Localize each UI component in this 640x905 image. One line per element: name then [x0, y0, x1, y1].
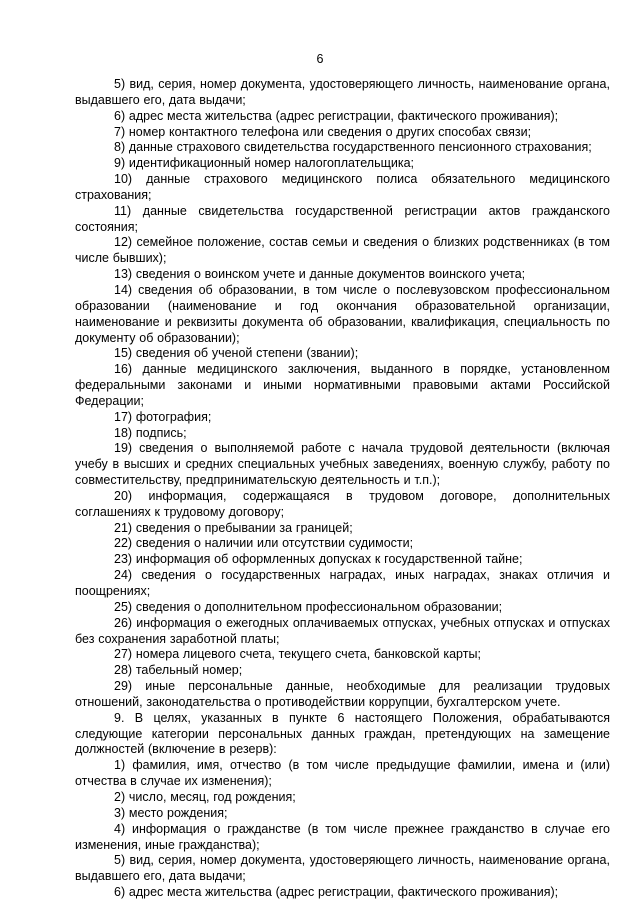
list-item: 16) данные медицинского заключения, выданного в порядке, установленном федеральными законами и иными нормативными правовыми актами Российской Федерации; — [75, 362, 610, 408]
list-item: 22) сведения о наличии или отсутствии судимости; — [114, 536, 414, 551]
list-item: 27) номера лицевого счета, текущего счета, банковской карты; — [114, 647, 481, 662]
document-body — [75, 77, 610, 901]
list-item: 5) вид, серия, номер документа, удостоверяющего личность, наименование органа, выдавшего его, дата выдачи; — [75, 77, 610, 107]
list-item: 11) данные свидетельства государственной регистрации актов гражданского состояния; — [75, 203, 610, 234]
list-item: 28) табельный номер; — [114, 663, 243, 678]
list-item: 26) информация о ежегодных оплачиваемых отпусках, учебных отпусках и отпусках без сохранения заработной платы; — [75, 615, 610, 646]
list-item: 5) вид, серия, номер документа, удостоверяющего личность, наименование органа, выдавшего его, дата выдачи; — [75, 853, 610, 884]
list-item: 7) номер контактного телефона или сведения о других способах связи; — [114, 124, 532, 139]
list-item: 24) сведения о государственных наградах, иных наградах, знаках отличия и поощрениях; — [75, 568, 610, 598]
list-item: 12) семейное положение, состав семьи и сведения о близких родственниках (в том числе бывших); — [75, 235, 610, 266]
list-item: 29) иные персональные данные, необходимые для реализации трудовых отношений, законодательства о противодействии коррупции, бухгалтерском учете. — [75, 679, 610, 709]
list-item: 14) сведения об образовании, в том числе о послевузовском профессиональном образовании (наименование и год окончания образовательной организации, наименование и реквизиты документа об образовании, квалификация, специальность по документу об образовании); — [75, 282, 610, 345]
page-number: 6 — [316, 52, 324, 66]
list-item: 13) сведения о воинском учете и данные документов воинского учета; — [114, 267, 526, 282]
list-item: 23) информация об оформленных допусках к государственной тайне; — [114, 552, 523, 567]
list-item: 3) место рождения; — [114, 805, 228, 820]
list-item: 1) фамилия, имя, отчество (в том числе предыдущие фамилии, имена и (или) отчества в случае их изменения); — [75, 758, 610, 789]
list-item: 8) данные страхового свидетельства государственного пенсионного страхования; — [114, 140, 592, 155]
list-item: 6) адрес места жительства (адрес регистрации, фактического проживания); — [114, 885, 559, 900]
section-paragraph: 9. В целях, указанных в пункте 6 настоящего Положения, обрабатываются следующие категории персональных данных граждан, претендующих на замещение должностей (включение в резерв): — [75, 710, 610, 757]
list-item: 2) число, месяц, год рождения; — [114, 789, 296, 804]
list-item: 19) сведения о выполняемой работе с начала трудовой деятельности (включая учебу в высших и средних специальных учебных заведениях, военную службу, работу по совместительству, предпринимательскую деятельность и т.п.); — [75, 441, 610, 488]
list-item: 10) данные страхового медицинского полиса обязательного медицинского страхования; — [75, 172, 610, 202]
list-item: 20) информация, содержащаяся в трудовом договоре, дополнительных соглашениях к трудовому договору; — [75, 488, 610, 519]
list-item: 25) сведения о дополнительном профессиональном образовании; — [114, 599, 503, 614]
list-item: 4) информация о гражданстве (в том числе прежнее гражданство в случае его изменения, иные гражданства); — [75, 821, 610, 852]
list-item: 17) фотография; — [114, 409, 212, 424]
list-item: 9) идентификационный номер налогоплательщика; — [114, 156, 415, 171]
list-item: 18) подпись; — [114, 425, 187, 440]
list-item: 15) сведения об ученой степени (звании); — [114, 346, 359, 361]
list-item: 6) адрес места жительства (адрес регистрации, фактического проживания); — [114, 108, 559, 123]
list-item: 21) сведения о пребывании за границей; — [114, 520, 353, 535]
